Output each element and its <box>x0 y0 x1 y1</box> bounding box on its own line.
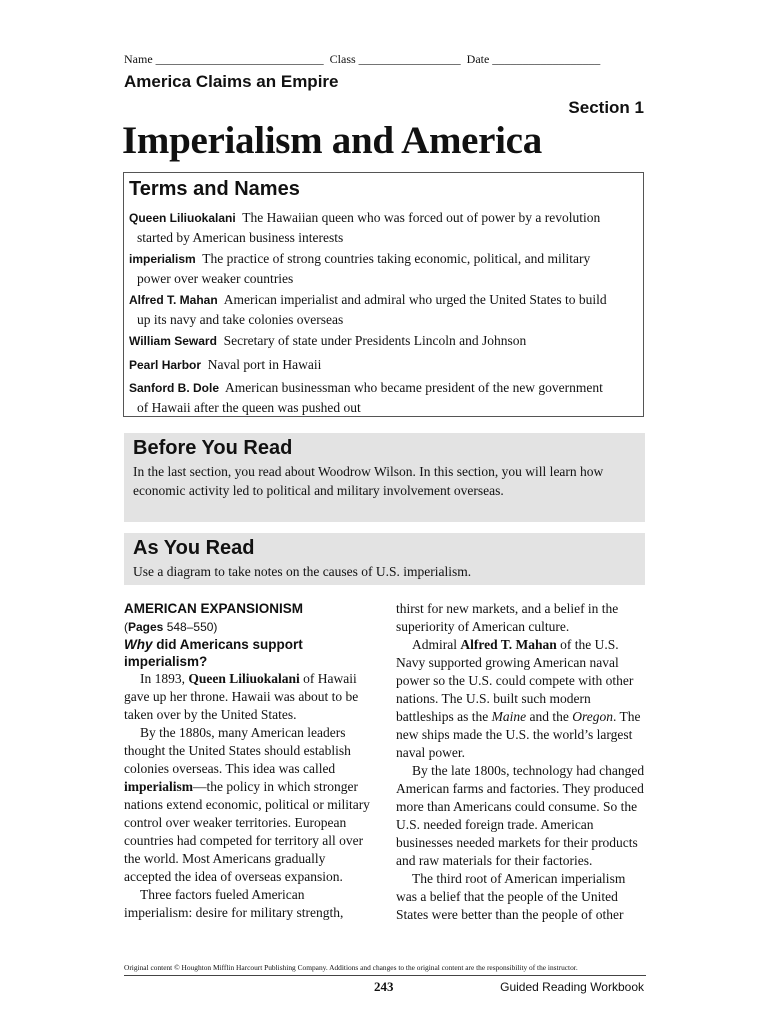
as-you-read-heading: As You Read <box>133 537 255 559</box>
left-column <box>124 600 374 922</box>
as-you-read-box <box>124 533 645 585</box>
term-definition: Naval port in Hawaii <box>207 357 322 372</box>
term-definition-cont: up its navy and take colonies overseas <box>137 312 344 327</box>
term-definition-cont: power over weaker countries <box>137 271 294 286</box>
term-definition-cont: started by American business interests <box>137 230 344 245</box>
paragraph: The third root of American imperialism was a belief that the people of the United States were better than the people of other <box>396 871 626 922</box>
term-item <box>129 331 643 351</box>
workbook-title: Guided Reading Workbook <box>500 980 644 994</box>
terms-and-names-box <box>123 172 644 417</box>
before-you-read-box <box>124 433 645 522</box>
paragraph: thirst for new markets, and a belief in the superiority of American culture. <box>396 601 619 634</box>
term-name: imperialism <box>129 252 196 266</box>
term-item <box>129 355 643 375</box>
term-definition-cont: of Hawaii after the queen was pushed out <box>137 400 361 415</box>
before-you-read-text: In the last section, you read about Woodrow Wilson. In this section, you will learn how economic activity led to political and military involvement overseas. <box>133 464 604 498</box>
term-name: Alfred T. Mahan <box>129 293 218 307</box>
footer-divider <box>124 975 646 976</box>
term-item <box>129 290 643 329</box>
section-heading: AMERICAN EXPANSIONISM <box>124 601 304 616</box>
before-you-read-heading: Before You Read <box>133 437 293 459</box>
term-name: Pearl Harbor <box>129 358 202 372</box>
paragraph: By the 1880s, many American leaders thought the United States should establish colonies overseas. This idea was called imperialism—the policy in which stronger nations extend economic, political or military control over weaker territories. European countries had competed for territory all over the world. Most Americans gradually accepted the idea of overseas expansion. <box>124 725 370 884</box>
chapter-title: America Claims an Empire <box>124 72 339 91</box>
as-you-read-text: Use a diagram to take notes on the causes of U.S. imperialism. <box>133 564 472 579</box>
term-name: Sanford B. Dole <box>129 381 220 395</box>
pages-reference: (Pages 548–550) <box>124 620 218 634</box>
term-definition: American businessman who became president of the new government <box>225 380 603 395</box>
term-definition: The Hawaiian queen who was forced out of power by a revolution <box>242 210 601 225</box>
term-name: William Seward <box>129 334 217 348</box>
paragraph: By the late 1800s, technology had changed American farms and factories. They produced more than Americans could consume. So the U.S. needed foreign trade. American businesses needed markets for their products and raw materials for their factories. <box>396 763 645 868</box>
page-number: 243 <box>374 979 394 994</box>
term-item <box>129 378 643 417</box>
paragraph: Three factors fueled American imperialism: desire for military strength, <box>124 887 344 920</box>
section-label: Section 1 <box>568 98 644 117</box>
term-item <box>129 208 643 247</box>
right-column <box>396 600 648 924</box>
paragraph: In 1893, Queen Liliuokalani of Hawaii gave up her throne. Hawaii was about to be taken over by the United States. <box>124 671 359 722</box>
term-name: Queen Liliuokalani <box>129 211 236 225</box>
term-definition: American imperialist and admiral who urged the United States to build <box>223 292 607 307</box>
paragraph: Admiral Alfred T. Mahan of the U.S. Navy supported growing American naval power so the U.S. could compete with other nations. The U.S. built such modern battleships as the Maine and the Oregon. The new ships made the U.S. the world’s largest naval power. <box>396 637 641 760</box>
term-item <box>129 249 643 288</box>
name-class-date-line: Name ____________________________ Class _________________ Date __________________ <box>124 52 601 66</box>
copyright-notice: Original content © Houghton Mifflin Harcourt Publishing Company. Additions and changes to the original content are the responsibility of the instructor. <box>124 963 578 972</box>
terms-heading: Terms and Names <box>129 178 300 200</box>
term-definition: Secretary of state under Presidents Lincoln and Johnson <box>223 333 527 348</box>
term-definition: The practice of strong countries taking economic, political, and military <box>202 251 591 266</box>
page-title: Imperialism and America <box>122 119 542 162</box>
guiding-question: Why did Americans support imperialism? <box>124 637 303 669</box>
